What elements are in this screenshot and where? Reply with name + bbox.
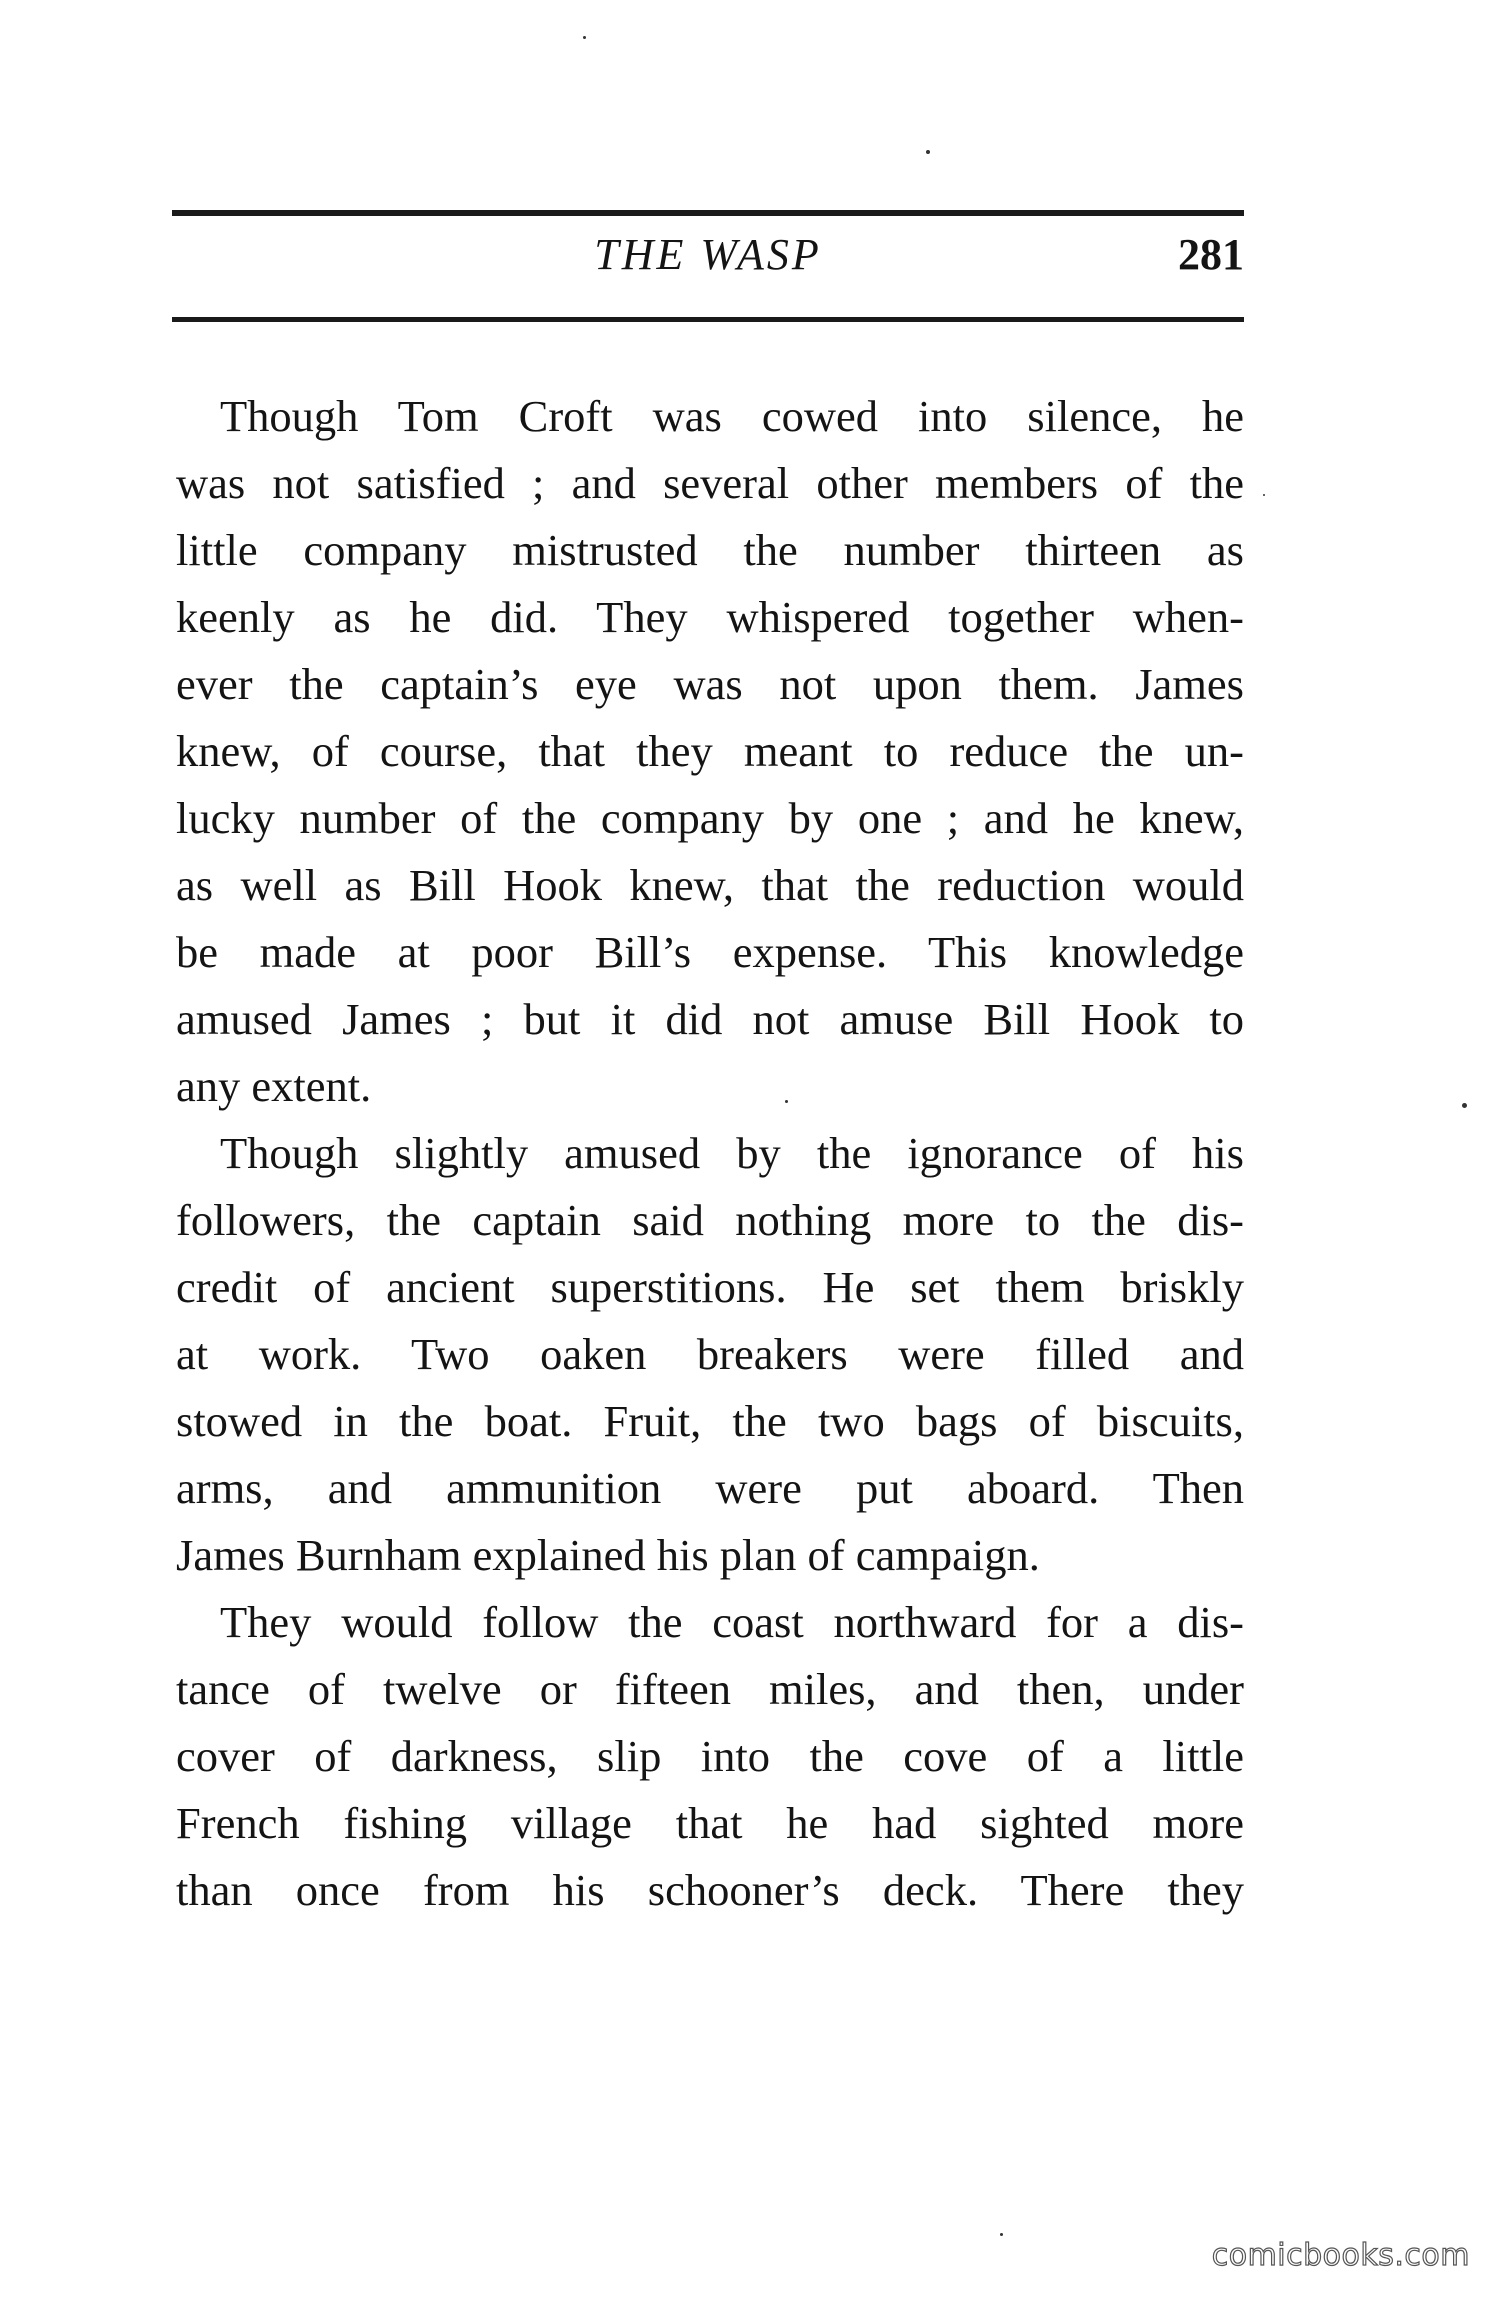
scan-speck xyxy=(785,1100,788,1103)
paragraph-2 xyxy=(176,1120,1244,1589)
text-line: as well as Bill Hook knew, that the reduction would xyxy=(176,860,1244,910)
text-line: French fishing village that he had sighted more xyxy=(176,1798,1244,1848)
text-line: little company mistrusted the number thirteen as xyxy=(176,525,1244,575)
running-title: THE WASP xyxy=(594,230,822,279)
scan-speck xyxy=(1000,2233,1003,2236)
text-line: tance of twelve or fifteen miles, and then, under xyxy=(176,1664,1244,1714)
scan-speck xyxy=(583,36,586,39)
paragraph-1 xyxy=(176,383,1244,1120)
text-line: Though Tom Croft was cowed into silence, he xyxy=(220,391,1244,441)
text-line: arms, and ammunition were put aboard. Then xyxy=(176,1463,1244,1513)
text-line: any extent. xyxy=(176,1061,372,1111)
text-line: credit of ancient superstitions. He set them briskly xyxy=(176,1262,1244,1312)
scan-speck xyxy=(926,150,930,154)
scan-speck xyxy=(1462,1103,1467,1108)
text-line: cover of darkness, slip into the cove of a little xyxy=(176,1731,1244,1781)
header-rule-top xyxy=(172,210,1244,216)
body-text xyxy=(176,383,1244,1924)
text-line: keenly as he did. They whispered together when- xyxy=(176,592,1244,642)
header-rule-bottom xyxy=(172,317,1244,322)
text-line: knew, of course, that they meant to reduce the un- xyxy=(176,726,1244,776)
text-line: at work. Two oaken breakers were filled and xyxy=(176,1329,1244,1379)
text-line: than once from his schooner’s deck. There they xyxy=(176,1865,1244,1915)
scan-speck xyxy=(1263,494,1265,496)
text-line: followers, the captain said nothing more to the dis- xyxy=(176,1195,1244,1245)
text-line: ever the captain’s eye was not upon them. James xyxy=(176,659,1244,709)
text-line: James Burnham explained his plan of campaign. xyxy=(176,1530,1040,1580)
text-line: amused James ; but it did not amuse Bill Hook to xyxy=(176,994,1244,1044)
page-number: 281 xyxy=(1178,230,1244,279)
text-line: stowed in the boat. Fruit, the two bags of biscuits, xyxy=(176,1396,1244,1446)
text-line: was not satisfied ; and several other members of the xyxy=(176,458,1244,508)
watermark: comicbooks.com xyxy=(1211,2238,1470,2273)
text-line: They would follow the coast northward for a dis- xyxy=(220,1597,1244,1647)
text-line: lucky number of the company by one ; and he knew, xyxy=(176,793,1244,843)
text-line: Though slightly amused by the ignorance of his xyxy=(220,1128,1244,1178)
text-line: be made at poor Bill’s expense. This knowledge xyxy=(176,927,1244,977)
paragraph-3 xyxy=(176,1589,1244,1924)
